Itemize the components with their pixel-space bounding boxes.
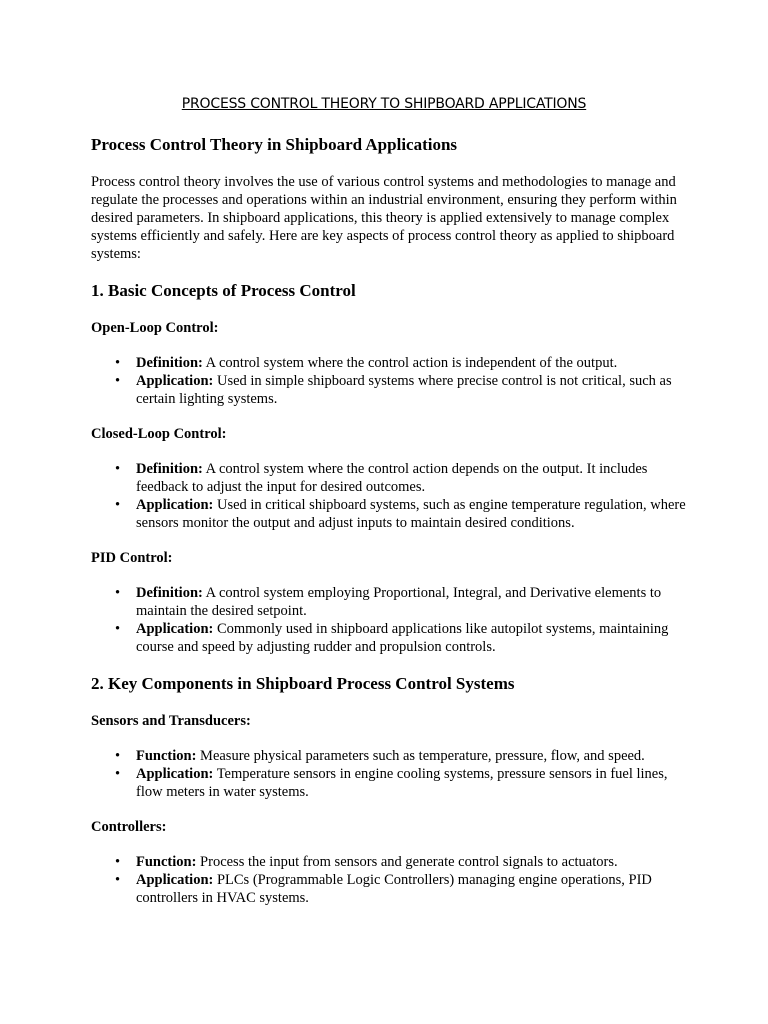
list-item (115, 853, 691, 871)
item-term: Application: (136, 621, 214, 637)
list-item (115, 747, 691, 765)
list-item (115, 354, 691, 372)
item-term: Definition: (136, 355, 203, 371)
item-term: Application: (136, 766, 214, 782)
document-title: PROCESS CONTROL THEORY TO SHIPBOARD APPLICATIONS (181, 96, 587, 112)
subsection-heading: Controllers: (91, 819, 167, 835)
bullet-icon: • (115, 854, 121, 870)
item-text: PLCs (Programmable Logic Controllers) managing engine operations, PID controllers in HVAC systems. (136, 872, 652, 906)
bullet-list (91, 747, 691, 801)
intro-paragraph: Process control theory involves the use of various control systems and methodologies to manage and regulate the processes and operations within an industrial environment, ensuring they perform within desired parameters. In shipboard applications, this theory is applied extensively to manage complex systems efficiently and safely. Here are key aspects of process control theory as applied to shipboard systems: (91, 174, 677, 262)
item-text: Commonly used in shipboard applications like autopilot systems, maintaining course and speed by adjusting rudder and propulsion controls. (136, 621, 669, 655)
item-text: Measure physical parameters such as temperature, pressure, flow, and speed. (196, 748, 645, 764)
bullet-icon: • (115, 373, 121, 389)
item-term: Function: (136, 854, 197, 870)
bullet-icon: • (115, 748, 121, 764)
subsection-heading: Sensors and Transducers: (91, 713, 251, 729)
list-item (115, 460, 691, 496)
item-text: Process the input from sensors and generate control signals to actuators. (196, 854, 618, 870)
bullet-icon: • (115, 585, 121, 601)
bullet-icon: • (115, 766, 121, 782)
item-term: Definition: (136, 461, 203, 477)
item-text: A control system employing Proportional, Integral, and Derivative elements to maintain the desired setpoint. (136, 585, 662, 619)
list-item (115, 765, 691, 801)
item-term: Application: (136, 872, 214, 888)
item-text: Used in critical shipboard systems, such as engine temperature regulation, where sensors monitor the output and adjust inputs to maintain desired conditions. (136, 497, 686, 531)
bullet-icon: • (115, 497, 121, 513)
item-text: A control system where the control action is independent of the output. (202, 355, 618, 371)
item-text: A control system where the control action depends on the output. It includes feedback to adjust the input for desired outcomes. (136, 461, 648, 495)
subsection-heading: PID Control: (91, 550, 173, 566)
item-term: Application: (136, 373, 214, 389)
bullet-icon: • (115, 461, 121, 477)
document-body (91, 134, 691, 924)
list-item (115, 584, 691, 620)
bullet-list (91, 584, 691, 656)
list-item (115, 372, 691, 408)
document-heading: Process Control Theory in Shipboard Applications (91, 135, 458, 154)
section-heading: 1. Basic Concepts of Process Control (91, 281, 356, 300)
section-heading: 2. Key Components in Shipboard Process Control Systems (91, 674, 515, 693)
list-item (115, 620, 691, 656)
bullet-icon: • (115, 872, 121, 888)
list-item (115, 496, 691, 532)
subsection-heading: Open-Loop Control: (91, 320, 219, 336)
item-text: Temperature sensors in engine cooling systems, pressure sensors in fuel lines, flow meters in water systems. (136, 766, 668, 800)
bullet-icon: • (115, 621, 121, 637)
bullet-list (91, 354, 691, 408)
item-term: Function: (136, 748, 197, 764)
item-text: Used in simple shipboard systems where precise control is not critical, such as certain lighting systems. (136, 373, 672, 407)
bullet-list (91, 853, 691, 907)
item-term: Definition: (136, 585, 203, 601)
bullet-list (91, 460, 691, 532)
item-term: Application: (136, 497, 214, 513)
list-item (115, 871, 691, 907)
subsection-heading: Closed-Loop Control: (91, 426, 227, 442)
bullet-icon: • (115, 355, 121, 371)
